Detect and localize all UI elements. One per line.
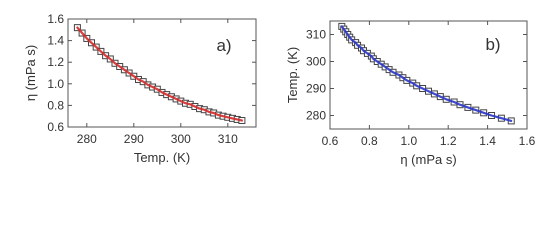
- x-axis-label: η (mPa s): [400, 152, 457, 167]
- y-tick-label: 1.4: [47, 33, 64, 48]
- x-tick-label: 0.6: [321, 134, 339, 148]
- y-tick-label: 290: [305, 81, 326, 96]
- panel-label: b): [485, 35, 501, 54]
- y-tick-label: 0.8: [47, 98, 64, 113]
- y-tick-label: 0.6: [47, 120, 64, 134]
- x-axis-label: Temp. (K): [133, 150, 191, 165]
- x-tick-label: 1.0: [400, 134, 418, 148]
- panel-b-chart: [285, 21, 536, 167]
- y-tick-label: 1.0: [47, 76, 64, 91]
- panel-label: a): [216, 36, 232, 55]
- x-tick-label: 290: [123, 132, 144, 146]
- x-tick-label: 1.6: [518, 134, 536, 148]
- y-tick-label: 1.2: [47, 55, 64, 70]
- y-axis-label: η (mPa s): [23, 44, 38, 102]
- y-tick-label: 1.6: [47, 12, 64, 26]
- x-tick-label: 1.4: [479, 134, 496, 148]
- x-tick-label: 1.2: [439, 134, 457, 148]
- x-tick-label: 300: [170, 132, 191, 146]
- y-tick-label: 310: [305, 27, 326, 42]
- panel-a-chart: [23, 12, 256, 165]
- x-tick-label: 280: [76, 132, 97, 146]
- y-tick-label: 280: [305, 108, 326, 123]
- x-tick-label: 0.8: [361, 134, 378, 148]
- y-axis-label: Temp. (K): [285, 46, 300, 104]
- y-tick-label: 300: [305, 54, 326, 69]
- x-tick-label: 310: [217, 132, 238, 146]
